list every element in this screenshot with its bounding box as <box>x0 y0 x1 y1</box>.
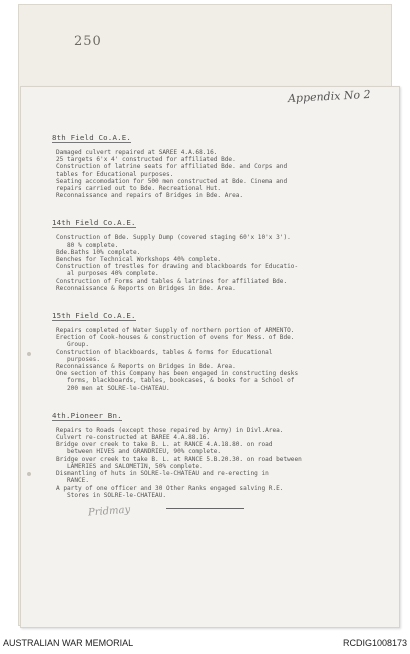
report-line: Construction of Bde. Supply Dump (covered staging 60'x 10'x 3'). <box>56 234 291 242</box>
report-body <box>34 125 374 510</box>
section-8th-field-co <box>34 125 374 199</box>
report-line: Reconnaissance and repairs of Bridges in Bde. Area. <box>56 192 244 200</box>
section-heading: 15th Field Co.A.E. <box>52 311 136 321</box>
report-line: Construction of trestles for drawing and blackboards for Educatio- <box>56 263 299 271</box>
report-line: A party of one officer and 30 Other Ranks engaged salving R.E. <box>56 484 284 492</box>
report-line: One section of this Company has been engaged in constructing desks <box>56 370 299 378</box>
report-line: Bridge over creek to take B. L. at RANCE 5.B.20.30. on road between <box>56 455 302 463</box>
report-line: Bridge over creek to take B. L. at RANCE 4.A.18.80. on road <box>56 441 273 449</box>
footer <box>0 638 410 652</box>
report-line: al purposes 40% complete. <box>56 270 159 278</box>
section-heading: 8th Field Co.A.E. <box>52 133 132 142</box>
report-line: purposes. <box>56 355 101 363</box>
report-line: LAMERIES and SALOMETIN, 50% complete. <box>56 462 203 470</box>
report-line: 200 men at SOLRE-le-CHATEAU. <box>56 384 170 392</box>
report-line: Reconnaissance & Reports on Bridges in Bde. Area. <box>56 363 236 371</box>
report-line: Repairs completed of Water Supply of northern portion of ARMENTO. <box>56 327 295 335</box>
page-number: 250 <box>74 34 102 49</box>
report-line: Benches for Technical Workshops 40% complete. <box>56 256 222 264</box>
report-line: tables for Educational purposes. <box>56 170 174 178</box>
section-15th-field-co <box>34 303 374 392</box>
section-heading: 14th Field Co.A.E. <box>52 218 136 228</box>
report-line: Construction of Forms and tables & latrines for affiliated Bde. <box>56 277 288 285</box>
footer-source: AUSTRALIAN WAR MEMORIAL <box>3 638 134 648</box>
appendix-note: Appendix No 2 <box>287 87 371 106</box>
section-heading: 4th.Pioneer Bn. <box>52 410 122 420</box>
report-line: Repairs to Roads (except those repaired by Army) in Divl.Area. <box>56 426 284 434</box>
report-line: between HIVES and GRANDRIEU, 90% complete. <box>56 448 222 456</box>
report-line: Group. <box>56 341 90 349</box>
report-line: Damaged culvert repaired at SAREE 4.A.68.16. <box>56 149 218 156</box>
report-line: forms, blackboards, tables, bookcases, & books for a School of <box>56 377 295 385</box>
punch-hole <box>27 352 31 356</box>
report-line: Reconnaissance & Reports on Bridges in Bde. Area. <box>56 284 236 292</box>
report-line: Construction of latrine seats for affiliated Bde. and Corps and <box>56 163 288 171</box>
report-line: Seating accomodation for 500 men constructed at Bde. Cinema and <box>56 177 288 185</box>
report-line: RANCE. <box>56 477 90 485</box>
handwritten-signature: Pridmay <box>87 504 131 519</box>
report-line: Stores in SOLRE-le-CHATEAU. <box>56 491 167 499</box>
report-line: Construction of blackboards, tables & forms for Educational <box>56 348 273 356</box>
section-4th-pioneer-bn <box>34 403 374 499</box>
punch-hole <box>27 472 31 476</box>
report-line: repairs carried out to Bde. Recreational Hut. <box>56 185 222 193</box>
report-line: Culvert re-constructed at BAREE 4.A.88.16. <box>56 434 211 442</box>
report-line: Erection of Cook-houses & construction of ovens for Mess. of Bde. <box>56 334 295 342</box>
section-14th-field-co <box>34 210 374 292</box>
report-line: 80 % complete. <box>56 241 119 249</box>
footer-record-id: RCDIG1008173 <box>342 638 407 648</box>
closing-rule <box>166 508 244 509</box>
report-line: Dismantling of huts in SOLRE-le-CHATEAU and re-erecting in <box>56 470 269 478</box>
report-line: 25 targets 6'x 4' constructed for affiliated Bde. <box>56 156 236 164</box>
report-line: Bde.Baths 10% complete. <box>56 248 141 256</box>
